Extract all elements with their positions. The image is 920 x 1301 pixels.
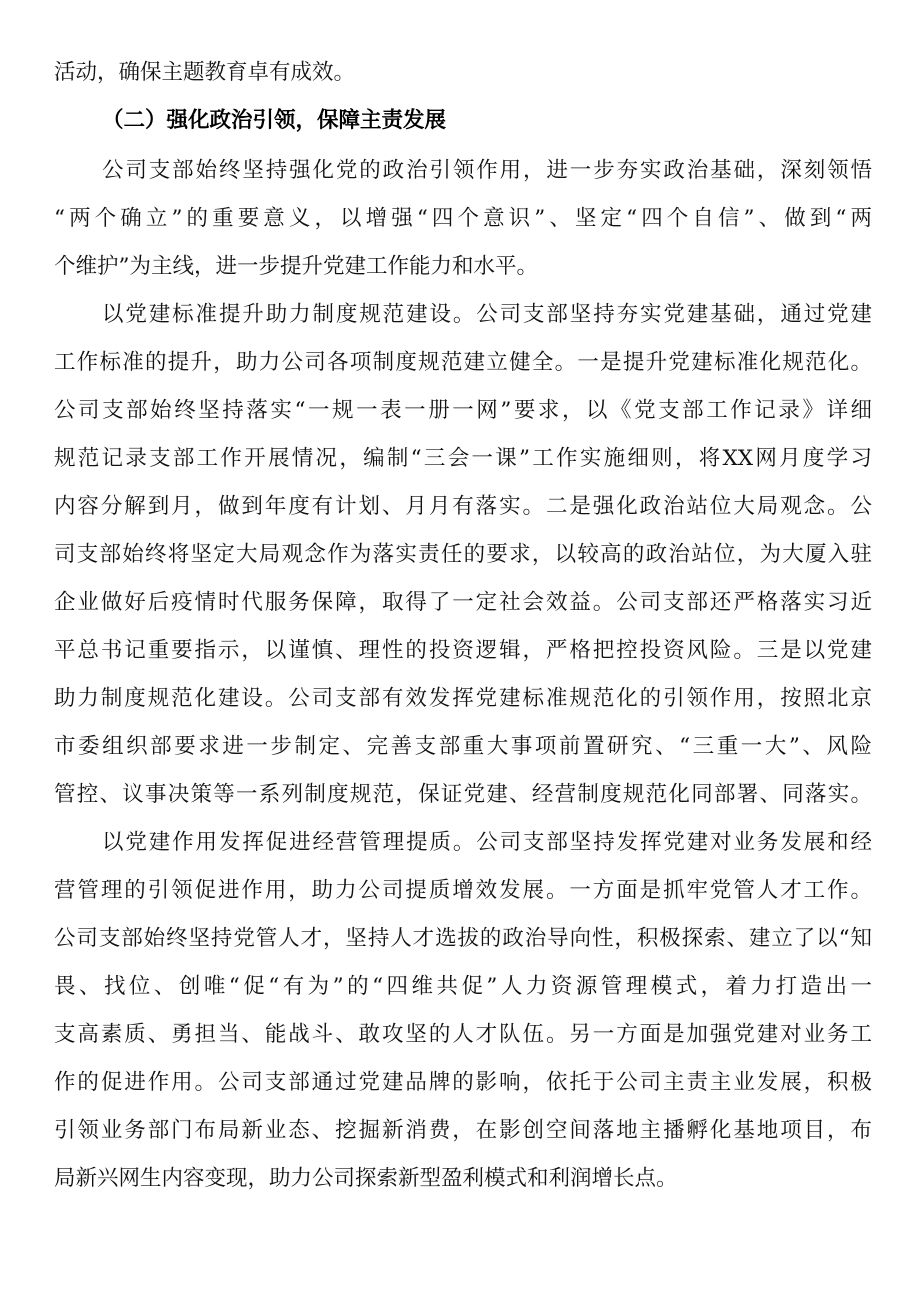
paragraph-3-line-2: 营管理的引领促进作用，助力公司提质增效发展。一方面是抓牢党管人才工作。 [54,878,872,903]
paragraph-3-line-3: 公司支部始终坚持党管人才，坚持人才选拔的政治导向性，积极探索、建立了以“知 [54,926,872,951]
paragraph-3-line-5: 支高素质、勇担当、能战斗、敢攻坚的人才队伍。另一方面是加强党建对业务工 [54,1022,872,1047]
paragraph-2-line-10: 市委组织部要求进一步制定、完善支部重大事项前置研究、“三重一大”、风险 [54,734,872,759]
paragraph-2-line-2: 工作标准的提升，助力公司各项制度规范建立健全。一是提升党建标准化规范化。 [54,350,872,375]
section-heading: （二）强化政治引领，保障主责发展 [102,108,447,133]
paragraph-2-line-6: 司支部始终将坚定大局观念作为落实责任的要求，以较高的政治站位，为大厦入驻 [54,542,872,567]
paragraph-2-line-4: 规范记录支部工作开展情况，编制“三会一课”工作实施细则，将XX网月度学习 [54,446,872,471]
paragraph-1-line-1: 公司支部始终坚持强化党的政治引领作用，进一步夯实政治基础，深刻领悟 [102,158,872,183]
paragraph-2-line-11: 管控、议事决策等一系列制度规范，保证党建、经营制度规范化同部署、同落实。 [54,782,872,807]
paragraph-3-line-7: 引领业务部门布局新业态、挖掘新消费，在影创空间落地主播孵化基地项目，布 [54,1118,872,1143]
paragraph-2-line-1: 以党建标准提升助力制度规范建设。公司支部坚持夯实党建基础，通过党建 [102,302,872,327]
paragraph-2-line-3: 公司支部始终坚持落实“一规一表一册一网”要求，以《党支部工作记录》详细 [54,398,872,423]
paragraph-3-line-4: 畏、找位、创唯“促“有为”的“四维共促”人力资源管理模式，着力打造出一 [54,974,872,999]
paragraph-2-line-8: 平总书记重要指示，以谨慎、理性的投资逻辑，严格把控投资风险。三是以党建 [54,638,872,663]
paragraph-3-line-8: 局新兴网生内容变现，助力公司探索新型盈利模式和利润增长点。 [54,1166,678,1191]
paragraph-1-line-3: 个维护”为主线，进一步提升党建工作能力和水平。 [54,254,538,279]
paragraph-3-line-6: 作的促进作用。公司支部通过党建品牌的影响，依托于公司主责主业发展，积极 [54,1070,872,1095]
paragraph-2-line-9: 助力制度规范化建设。公司支部有效发挥党建标准规范化的引领作用，按照北京 [54,686,872,711]
paragraph-2-line-5: 内容分解到月，做到年度有计划、月月有落实。二是强化政治站位大局观念。公 [54,494,872,519]
paragraph-2-line-7: 企业做好后疫情时代服务保障，取得了一定社会效益。公司支部还严格落实习近 [54,590,872,615]
paragraph-1-line-2: “两个确立”的重要意义，以增强“四个意识”、坚定“四个自信”、做到“两 [54,206,872,231]
paragraph-3-line-1: 以党建作用发挥促进经营管理提质。公司支部坚持发挥党建对业务发展和经 [102,830,872,855]
top-line: 活动，确保主题教育卓有成效。 [54,60,356,85]
